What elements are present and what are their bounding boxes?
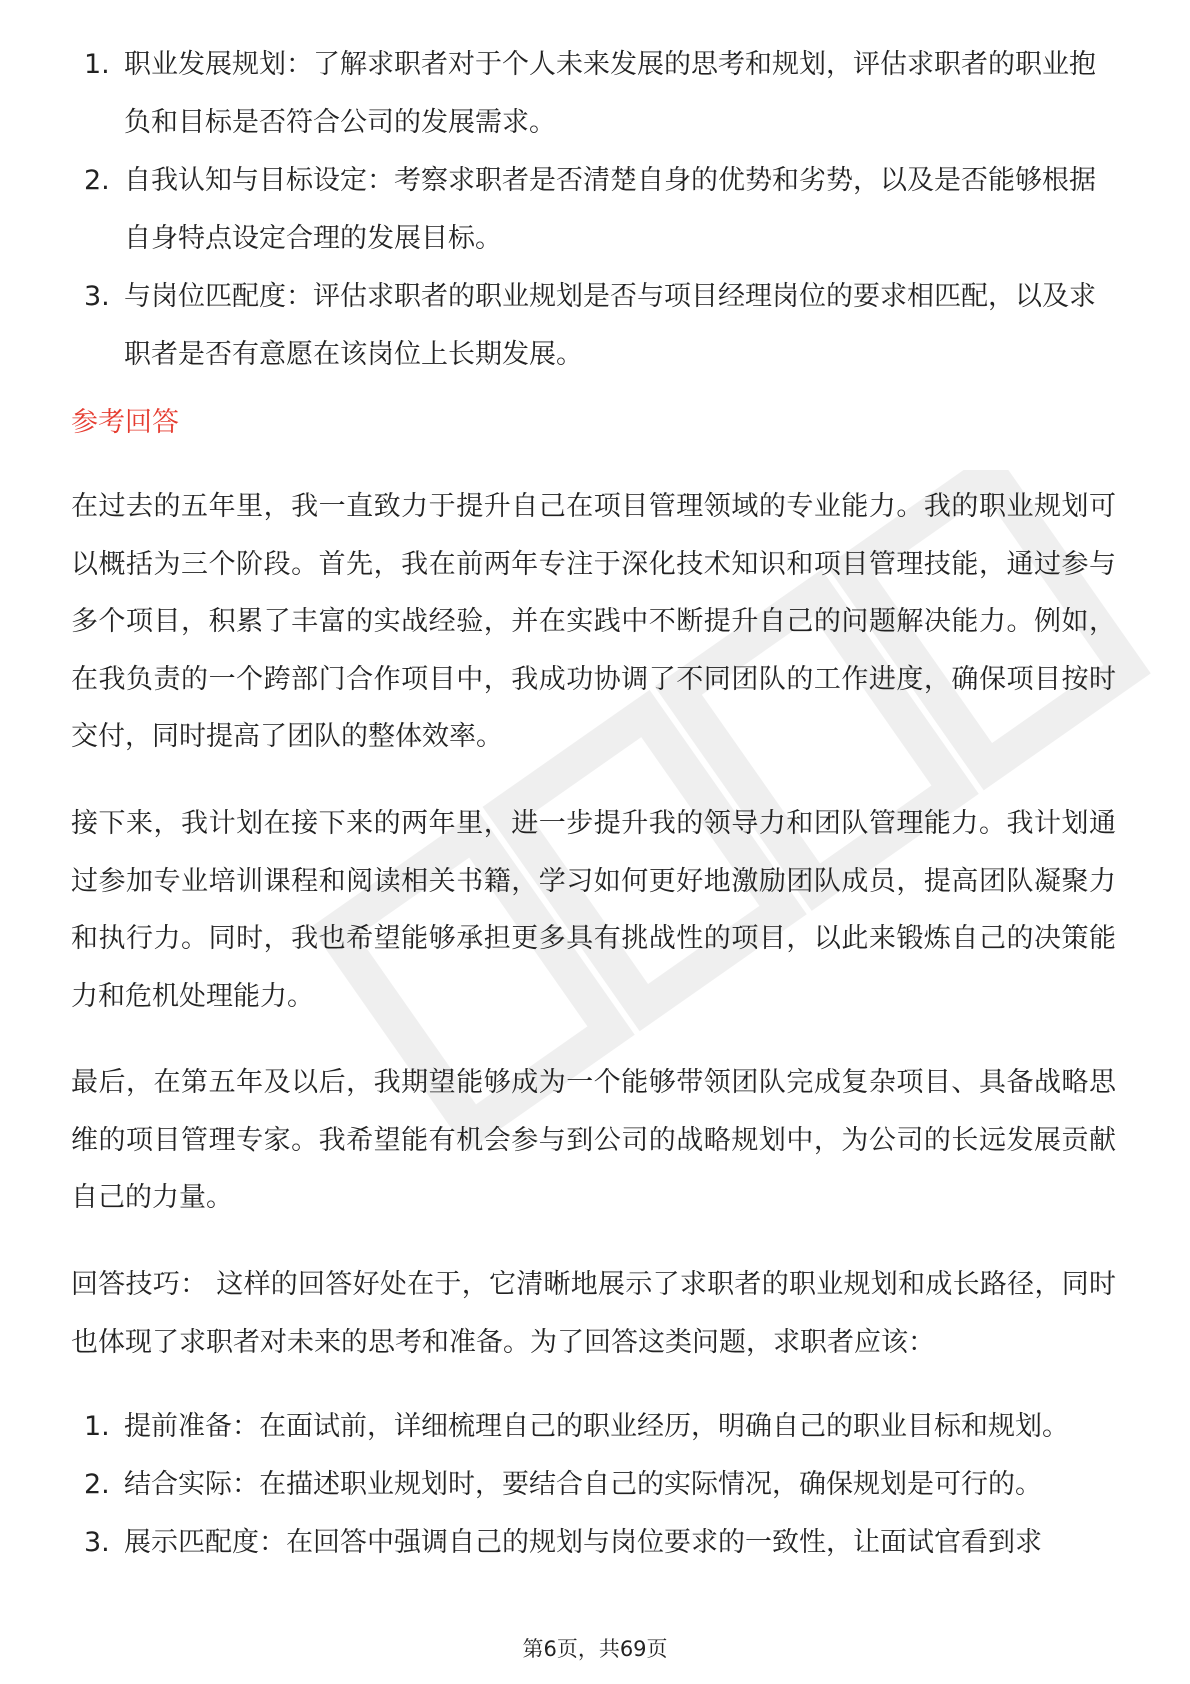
answer-paragraph: 最后，在第五年及以后，我期望能够成为一个能够带领团队完成复杂项目、具备战略思维的项目管理专家。我希望能有机会参与到公司的战略规划中，为公司的长远发展贡献自己的力量。 bbox=[71, 1067, 1116, 1213]
list-number: 2. bbox=[84, 1469, 110, 1500]
list-item-text: 与岗位匹配度：评估求职者的职业规划是否与项目经理岗位的要求相匹配，以及求职者是否有意愿在该岗位上长期发展。 bbox=[124, 281, 1096, 370]
tips-paragraph: 回答技巧： 这样的回答好处在于，它清晰地展示了求职者的职业规划和成长路径，同时也体现了求职者对未来的思考和准备。为了回答这类问题，求职者应该： bbox=[71, 1269, 1116, 1358]
list-item bbox=[0, 152, 1190, 268]
list-item-text: 展示匹配度：在回答中强调自己的规划与岗位要求的一致性，让面试官看到求 bbox=[124, 1527, 1042, 1558]
list-item-text: 职业发展规划：了解求职者对于个人未来发展的思考和规划，评估求职者的职业抱负和目标是否符合公司的发展需求。 bbox=[124, 49, 1096, 138]
top-list bbox=[0, 36, 1190, 384]
list-item bbox=[0, 36, 1190, 152]
list-number: 1. bbox=[84, 49, 110, 80]
list-item-text: 提前准备：在面试前，详细梳理自己的职业经历，明确自己的职业目标和规划。 bbox=[124, 1411, 1069, 1442]
list-number: 3. bbox=[84, 1527, 110, 1558]
list-item bbox=[0, 268, 1190, 384]
answer-paragraph: 接下来，我计划在接下来的两年里，进一步提升我的领导力和团队管理能力。我计划通过参加专业培训课程和阅读相关书籍，学习如何更好地激励团队成员，提高团队凝聚力和执行力。同时，我也希望能够承担更多具有挑战性的项目，以此来锻炼自己的决策能力和危机处理能力。 bbox=[71, 808, 1116, 1012]
bottom-list bbox=[0, 1398, 1190, 1572]
list-number: 2. bbox=[84, 165, 110, 196]
list-item bbox=[0, 1398, 1190, 1456]
list-item-text: 自我认知与目标设定：考察求职者是否清楚自身的优势和劣势，以及是否能够根据自身特点设定合理的发展目标。 bbox=[124, 165, 1096, 254]
page-number: 第6页，共69页 bbox=[522, 1637, 668, 1661]
list-item-text: 结合实际：在描述职业规划时，要结合自己的实际情况，确保规划是可行的。 bbox=[124, 1469, 1042, 1500]
list-number: 3. bbox=[84, 281, 110, 312]
section-heading: 参考回答 bbox=[71, 407, 179, 438]
list-item bbox=[0, 1514, 1190, 1572]
list-item bbox=[0, 1456, 1190, 1514]
list-number: 1. bbox=[84, 1411, 110, 1442]
answer-paragraph: 在过去的五年里，我一直致力于提升自己在项目管理领域的专业能力。我的职业规划可以概括为三个阶段。首先，我在前两年专注于深化技术知识和项目管理技能，通过参与多个项目，积累了丰富的实战经验，并在实践中不断提升自己的问题解决能力。例如，在我负责的一个跨部门合作项目中，我成功协调了不同团队的工作进度，确保项目按时交付，同时提高了团队的整体效率。 bbox=[71, 491, 1116, 752]
